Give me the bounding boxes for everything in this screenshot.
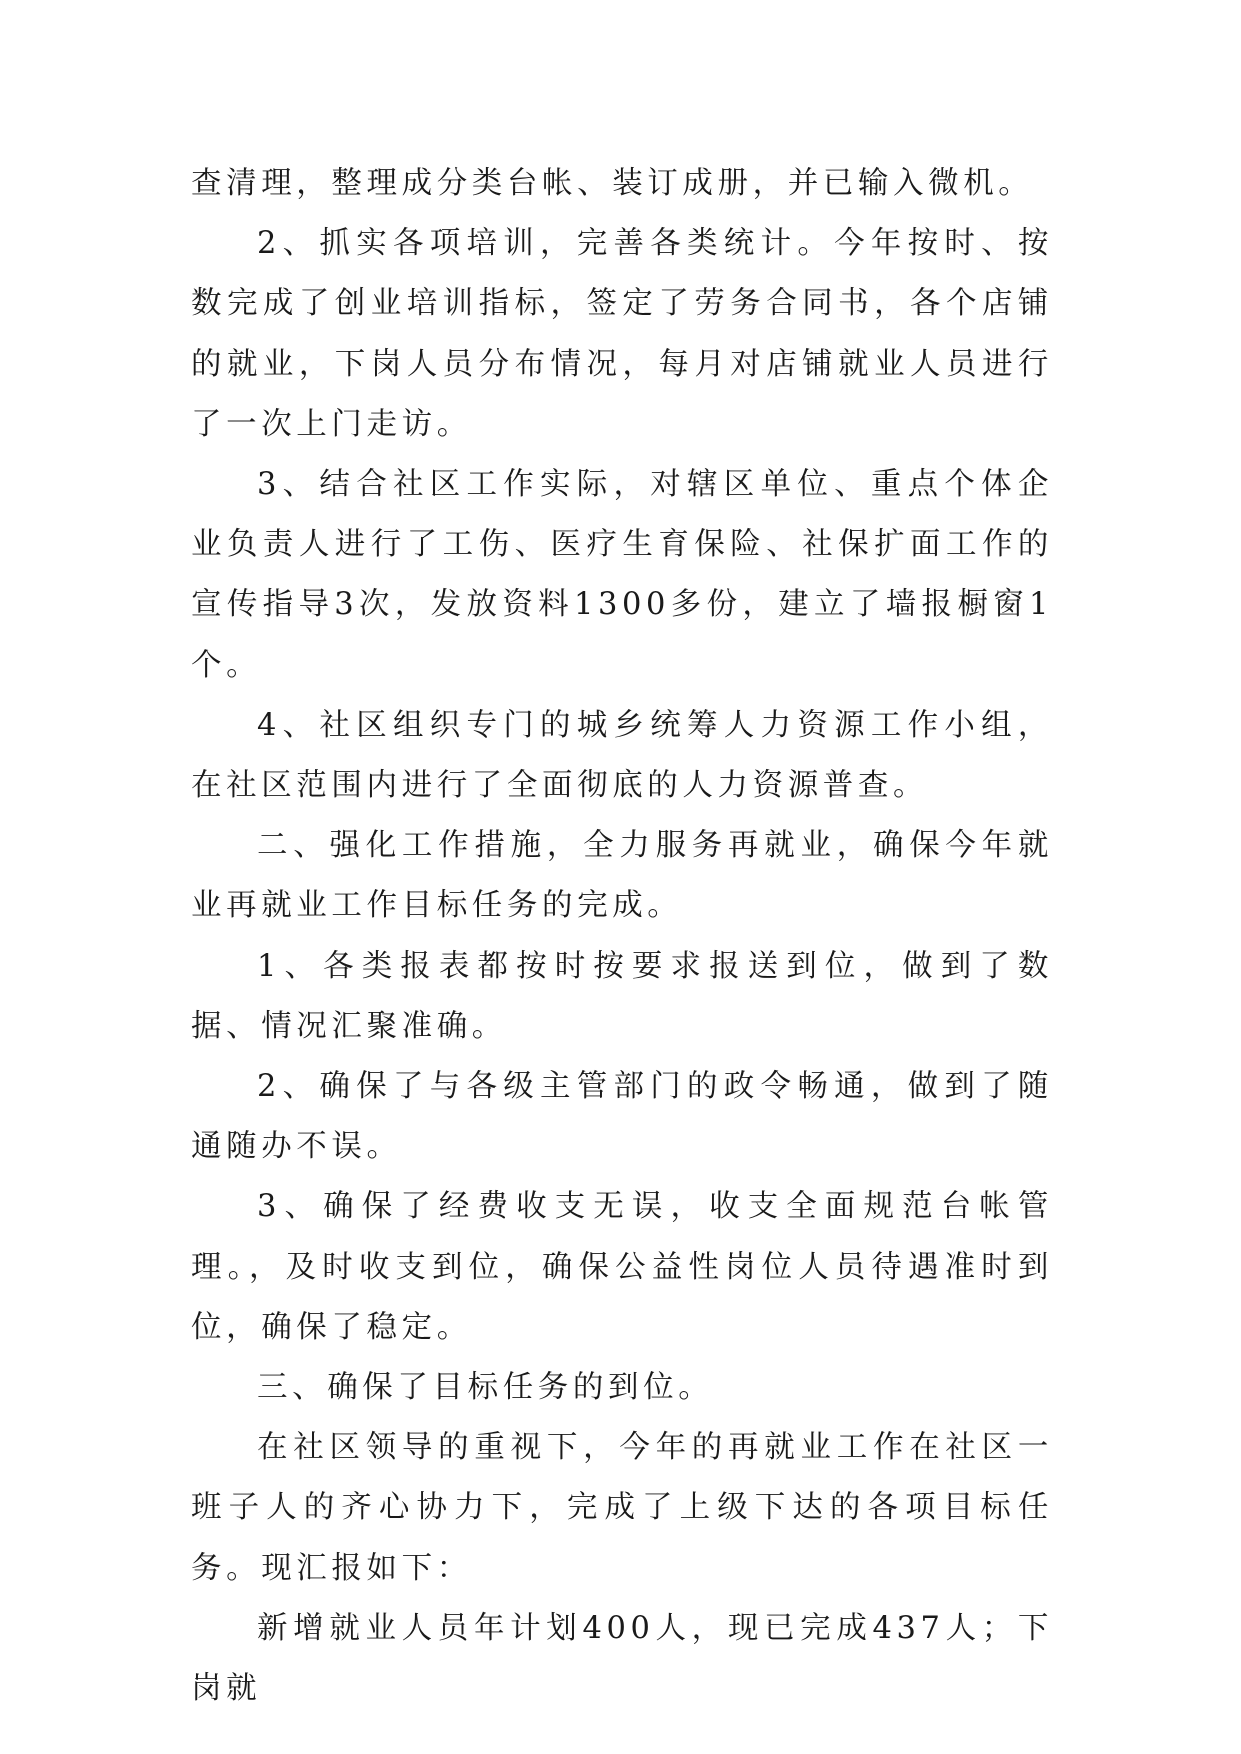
paragraph-1: 查清理，整理成分类台帐、装订成册，并已输入微机。	[191, 166, 1034, 201]
paragraph-4: 4、社区组织专门的城乡统筹人力资源工作小组，在社区范围内进行了全面彻底的人力资源普查。	[191, 707, 1053, 804]
paragraph-5: 1、各类报表都按时按要求报送到位，做到了数据、情况汇聚准确。	[191, 948, 1053, 1044]
paragraph-7: 3、确保了经费收支无误，收支全面规范台帐管理。，及时收支到位，确保公益性岗位人员待遇准时到位，确保了稳定。	[191, 1189, 1053, 1345]
document-body	[191, 154, 1053, 1719]
paragraph-6: 2、确保了与各级主管部门的政令畅通，做到了随通随办不误。	[191, 1069, 1053, 1165]
paragraph-3: 3、结合社区工作实际，对辖区单位、重点个体企业负责人进行了工伤、医疗生育保险、社保扩面工作的宣传指导3次，发放资料1300多份，建立了墙报橱窗1个。	[191, 467, 1053, 683]
paragraph-2: 2、抓实各项培训，完善各类统计。今年按时、按数完成了创业培训指标，签定了劳务合同书，各个店铺的就业，下岗人员分布情况，每月对店铺就业人员进行了一次上门走访。	[191, 226, 1053, 442]
section-heading-2: 二、强化工作措施，全力服务再就业，确保今年就业再就业工作目标任务的完成。	[191, 828, 1053, 924]
paragraph-9: 新增就业人员年计划400人，现已完成437人；下岗就	[191, 1610, 1053, 1707]
section-heading-3: 三、确保了目标任务的到位。	[257, 1370, 714, 1406]
paragraph-8: 在社区领导的重视下，今年的再就业工作在社区一班子人的齐心协力下，完成了上级下达的各项目标任务。现汇报如下：	[191, 1430, 1053, 1586]
